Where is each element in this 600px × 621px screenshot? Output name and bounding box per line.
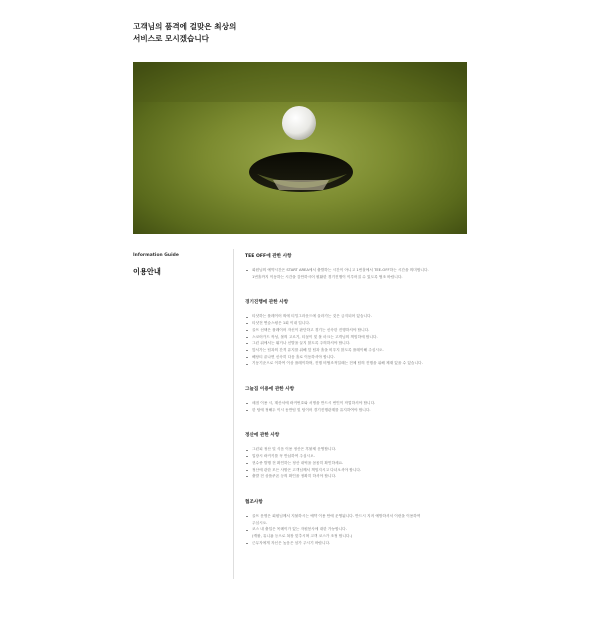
page-title (133, 21, 433, 46)
list-item: 그린 위에서는 뛰거나 신발을 끌지 않도록 주의하셔야 합니다. (245, 340, 473, 347)
list-item: 골프 선택은 플레이어 자신이 판단하고 경기는 신속한 진행하셔야 합니다. (245, 327, 473, 334)
section-rest-house (245, 386, 473, 413)
section-game-progress (245, 299, 473, 367)
list-item: 출발 전 상품쿠폰 등의 확인을 정확히 하셔야 합니다. (245, 473, 473, 480)
list-item: 앞서가는 팀과의 간격 유지를 위해 앞 팀과 홀을 비우지 않도록 플레이해 주십시오. (245, 347, 473, 354)
section-heading: 이용안내 (133, 267, 161, 276)
section-title: 경기진행에 관한 사항 (245, 300, 289, 306)
section-title: 협조사항 (245, 499, 263, 505)
information-guide-label: Information Guide (133, 253, 179, 258)
sidebar (133, 253, 179, 277)
page-title-line-1: 고객님의 품격에 걸맞은 최상의 (133, 22, 237, 31)
list-item: 정산에 관한 모든 사항은 고객님께서 책임지시고 다녀오셔야 합니다. (245, 467, 473, 474)
list-item: 근무자에게 자신은 높음은 삼가 주시기 바랍니다. (245, 540, 473, 547)
list-item: 매점 이용 시, 계산서에 락커번호와 서명을 반드시 번인이 작업하셔야 합니다. (245, 400, 473, 407)
list-item: 해당티 끝나면 신속히 다음 홀로 이동하셔야 합니다. (245, 354, 473, 361)
section-title: 정산에 관한 사항 (245, 433, 280, 439)
guide-content (245, 253, 473, 565)
page-title-line-2: 서비스로 모시겠습니다 (133, 34, 209, 44)
list-item: 골프 문명은 회원님께서 지불하시는 예약 이용 안에 운영됩니다. 반드시 지켜 예방하셔서 이런을 이용하여 주십시오. (245, 513, 473, 526)
list-item: 기동기준으로 이하여 이상 플레이하며, 진행 비협조적일때는 전체 팀의 진행을 위해 제재 있을 수 있습니다. (245, 360, 473, 367)
list-item: 티샷전 연습스윙은 1회 이내 입니다. (245, 320, 473, 327)
section-title: 그늘집 이용에 관한 사항 (245, 387, 295, 393)
hero-golf-image (133, 62, 467, 234)
list-item: 스코어카드 작성, 볼의 고르기, 티꽂이 및 볼 마크는 고객님의 책임하에 합니다. (245, 334, 473, 341)
section-cooperation (245, 499, 473, 547)
list-item: 티샷하는 플레이어 외에 티잉그라운드에 올라가는 것은 금지되어 있습니다. (245, 313, 473, 320)
list-item: 현수증 발행 전 확인하는 정산 내역을 꼼꼼히 확인하세요. (245, 460, 473, 467)
list-item: 회원님의 예약시간은 START AREA에서 출발하는 시간이 아니고 1번홀에서 TEE-OFF하는 시간을 의미합니다. 1번홀까지 이동하는 시간을 감안하시어 원활한 경기진행이 이루어질 수 있도록 협조 바랍니다. (245, 267, 473, 280)
vertical-divider (233, 249, 234, 579)
list-item: 그린피 정산 및 식음 이용 정산은 후불제 운영합니다. (245, 446, 473, 453)
section-settlement (245, 432, 473, 480)
golf-ball-on-hole-image (133, 62, 467, 234)
list-item: 코스 내 출입은 목례이가 있는 자원봉사에 대한 가능합니다. (캐불, 유니폼 등으로 복장 맞추시며 고객 코스가 조정 합니다.) (245, 526, 473, 539)
section-tee-off (245, 253, 473, 280)
list-item: 한 팀에 정해두 이시 동반팀 및 팀이어 경기진행관계를 유지하여야 합니다. (245, 407, 473, 414)
section-title: TEE OFF에 관한 사항 (245, 254, 292, 259)
list-item: 입장시 락커키를 꼭 반납하여 주십시오. (245, 453, 473, 460)
